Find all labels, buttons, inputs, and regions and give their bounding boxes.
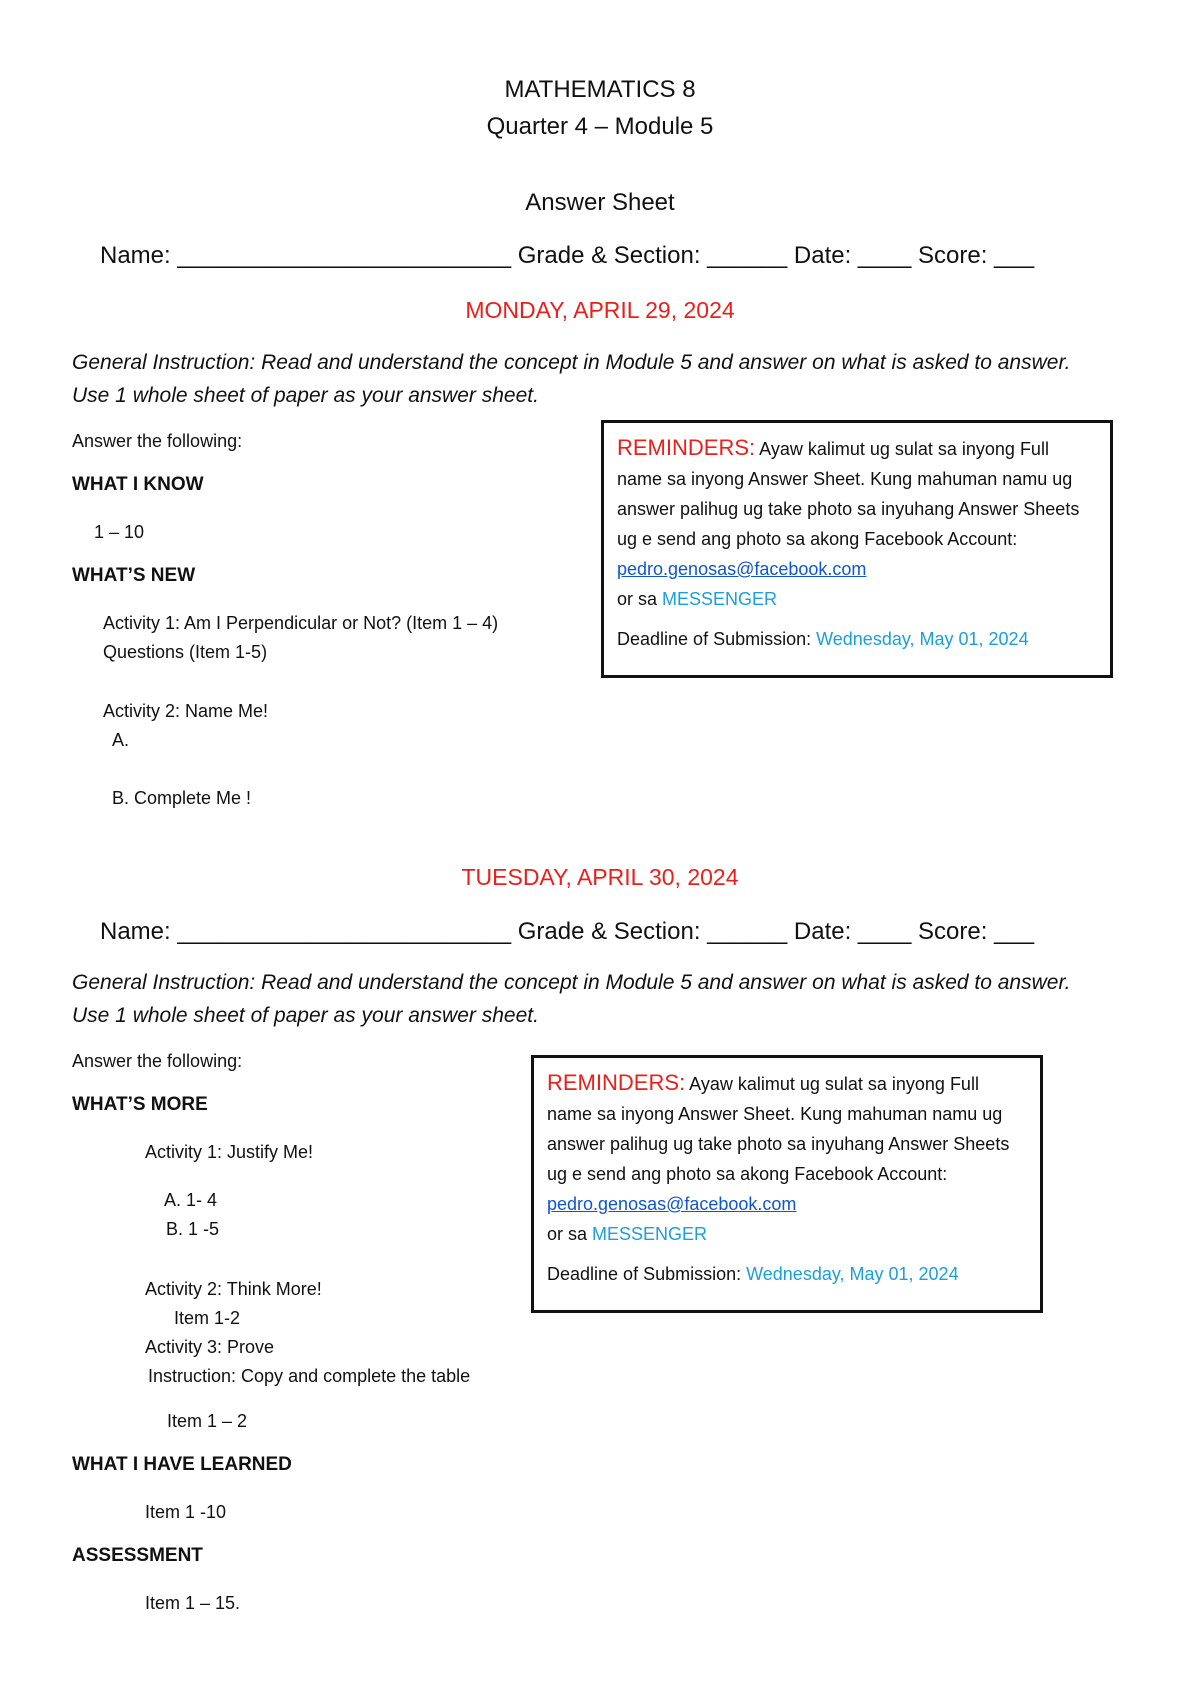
name-line: Name: _________________________ Grade & Section: ______ Date: ____ Score: ___ xyxy=(100,242,1035,269)
day1-activity-1-questions: Questions (Item 1-5) xyxy=(103,642,268,662)
answer-sheet-title: Answer Sheet xyxy=(525,189,675,216)
deadline-line xyxy=(617,624,1097,654)
reminders-text: Ayaw kalimut ug sulat sa inyong Full name sa inyong Answer Sheet. Kung mahuman namu ug answer palihug ug take photo sa inyuhang Answer Sheets ug e send ang photo sa akong Facebook Account: xyxy=(547,1074,1010,1184)
reminders-box-day1 xyxy=(601,420,1113,678)
what-i-know-items: 1 – 10 xyxy=(94,522,145,542)
or-sa-text: or sa xyxy=(617,589,663,609)
answer-following-label-day2: Answer the following: xyxy=(72,1051,243,1071)
learned-item: Item 1 -10 xyxy=(145,1502,227,1522)
deadline-date: Wednesday, May 01, 2024 xyxy=(746,1264,959,1284)
facebook-link[interactable]: pedro.genosas@facebook.com xyxy=(617,559,867,579)
deadline-line xyxy=(547,1259,1027,1289)
day2-activity-2-item: Item 1-2 xyxy=(174,1308,241,1328)
day1-activity-2-b: B. Complete Me ! xyxy=(112,788,252,808)
subject-title: MATHEMATICS 8 xyxy=(504,76,696,103)
whats-new-heading: WHAT’S NEW xyxy=(72,565,196,586)
day2-activity-3-item: Item 1 – 2 xyxy=(167,1411,248,1431)
module-title: Quarter 4 – Module 5 xyxy=(486,113,714,140)
reminders-label: REMINDERS: xyxy=(617,435,756,460)
day2-activity-1-b: B. 1 -5 xyxy=(166,1219,220,1239)
messenger-text: MESSENGER xyxy=(662,589,778,609)
day2-date-heading: TUESDAY, APRIL 30, 2024 xyxy=(461,864,739,890)
answer-following-label: Answer the following: xyxy=(72,431,243,451)
day2-activity-3: Activity 3: Prove xyxy=(145,1337,275,1357)
day1-activity-2: Activity 2: Name Me! xyxy=(103,701,269,721)
day2-activity-3-instruction: Instruction: Copy and complete the table xyxy=(148,1366,471,1386)
messenger-text: MESSENGER xyxy=(592,1224,708,1244)
reminders-text: Ayaw kalimut ug sulat sa inyong Full name sa inyong Answer Sheet. Kung mahuman namu ug answer palihug ug take photo sa inyuhang Answer Sheets ug e send ang photo sa akong Facebook Account: xyxy=(617,439,1080,549)
assessment-heading: ASSESSMENT xyxy=(72,1545,203,1566)
day2-activity-1-a: A. 1- 4 xyxy=(164,1190,218,1210)
general-instruction-day2: General Instruction: Read and understand the concept in Module 5 and answer on what is asked to answer. Use 1 whole sheet of paper as your answer sheet. xyxy=(72,971,1071,1027)
assessment-item: Item 1 – 15. xyxy=(145,1593,241,1613)
what-i-know-heading: WHAT I KNOW xyxy=(72,474,204,495)
day1-date-heading: MONDAY, APRIL 29, 2024 xyxy=(465,297,735,323)
day2-activity-1: Activity 1: Justify Me! xyxy=(145,1142,314,1162)
deadline-label: Deadline of Submission: xyxy=(547,1264,747,1284)
day1-activity-1: Activity 1: Am I Perpendicular or Not? (Item 1 – 4) xyxy=(103,613,499,633)
name-line-day2: Name: _________________________ Grade & Section: ______ Date: ____ Score: ___ xyxy=(100,918,1035,945)
reminders-label: REMINDERS: xyxy=(547,1070,686,1095)
reminders-box-day2 xyxy=(531,1055,1043,1313)
general-instruction: General Instruction: Read and understand the concept in Module 5 and answer on what is asked to answer. Use 1 whole sheet of paper as your answer sheet. xyxy=(72,351,1071,407)
facebook-link[interactable]: pedro.genosas@facebook.com xyxy=(547,1194,797,1214)
whats-more-heading: WHAT’S MORE xyxy=(72,1094,208,1115)
day2-activity-2: Activity 2: Think More! xyxy=(145,1279,322,1299)
deadline-date: Wednesday, May 01, 2024 xyxy=(816,629,1029,649)
day1-activity-2-a: A. xyxy=(112,730,130,750)
deadline-label: Deadline of Submission: xyxy=(617,629,817,649)
or-sa-text: or sa xyxy=(547,1224,593,1244)
what-i-have-learned-heading: WHAT I HAVE LEARNED xyxy=(72,1454,292,1475)
